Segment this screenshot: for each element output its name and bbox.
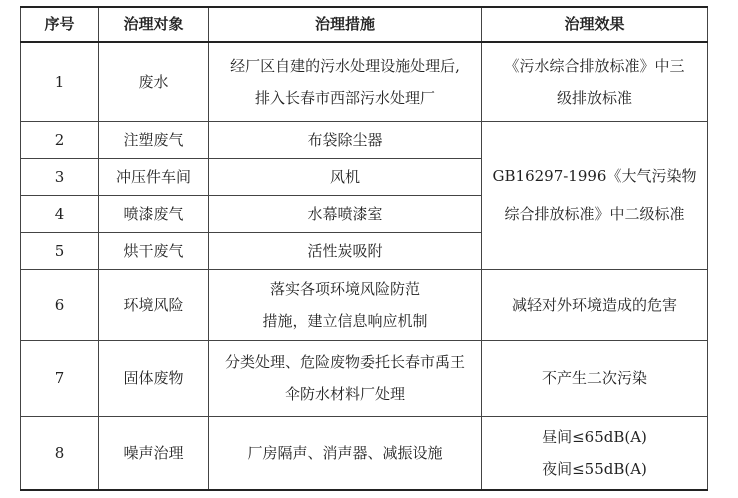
measure-line: 伞防水材料厂处理 xyxy=(284,385,405,403)
table-header-row xyxy=(21,7,708,42)
table-row xyxy=(21,121,708,158)
cell-object: 环境风险 xyxy=(99,269,209,340)
treatment-table xyxy=(20,6,708,491)
effect-line: 综合排放标准》中二级标准 xyxy=(504,205,685,223)
effect-line: 《污水综合排放标准》中三 xyxy=(504,56,685,75)
cell-effect: 不产生二次污染 xyxy=(482,340,708,416)
cell-effect xyxy=(482,416,708,490)
cell-object: 注塑废气 xyxy=(99,121,209,158)
measure-line: 落实各项环境风险防范 xyxy=(269,279,420,298)
measure-line: 分类处理、危险废物委托长春市禹王 xyxy=(224,353,465,371)
table-row xyxy=(21,269,708,340)
effect-line: 夜间≤55dB(A) xyxy=(542,459,647,478)
table-row xyxy=(21,340,708,416)
cell-measure: 厂房隔声、消声器、减振设施 xyxy=(209,416,482,490)
effect-line: 级排放标准 xyxy=(556,88,632,107)
cell-measure xyxy=(209,269,482,340)
cell-object: 喷漆废气 xyxy=(99,195,209,232)
effect-line: GB16297-1996《大气污染物 xyxy=(492,167,697,185)
measure-line: 经厂区自建的污水处理设施处理后, xyxy=(230,56,460,75)
cell-object: 冲压件车间 xyxy=(99,158,209,195)
cell-measure xyxy=(209,42,482,121)
cell-no: 6 xyxy=(21,269,99,340)
cell-no: 4 xyxy=(21,195,99,232)
cell-object: 固体废物 xyxy=(99,340,209,416)
cell-measure: 布袋除尘器 xyxy=(209,121,482,158)
cell-object: 废水 xyxy=(99,42,209,121)
header-effect: 治理效果 xyxy=(482,7,708,42)
header-object: 治理对象 xyxy=(99,7,209,42)
cell-no: 2 xyxy=(21,121,99,158)
cell-object: 烘干废气 xyxy=(99,232,209,269)
cell-measure xyxy=(209,340,482,416)
cell-no: 3 xyxy=(21,158,99,195)
table-row xyxy=(21,42,708,121)
cell-no: 5 xyxy=(21,232,99,269)
header-measure: 治理措施 xyxy=(209,7,482,42)
cell-no: 1 xyxy=(21,42,99,121)
cell-effect xyxy=(482,42,708,121)
header-no: 序号 xyxy=(21,7,99,42)
cell-measure: 活性炭吸附 xyxy=(209,232,482,269)
effect-line: 昼间≤65dB(A) xyxy=(542,427,647,446)
measure-line: 措施，建立信息响应机制 xyxy=(262,311,428,330)
cell-no: 8 xyxy=(21,416,99,490)
cell-effect: 减轻对外环境造成的危害 xyxy=(482,269,708,340)
cell-no: 7 xyxy=(21,340,99,416)
cell-object: 噪声治理 xyxy=(99,416,209,490)
measure-line: 排入长春市西部污水处理厂 xyxy=(254,88,435,107)
cell-measure: 风机 xyxy=(209,158,482,195)
cell-effect-shared xyxy=(482,121,708,269)
cell-measure: 水幕喷漆室 xyxy=(209,195,482,232)
table-row xyxy=(21,416,708,490)
